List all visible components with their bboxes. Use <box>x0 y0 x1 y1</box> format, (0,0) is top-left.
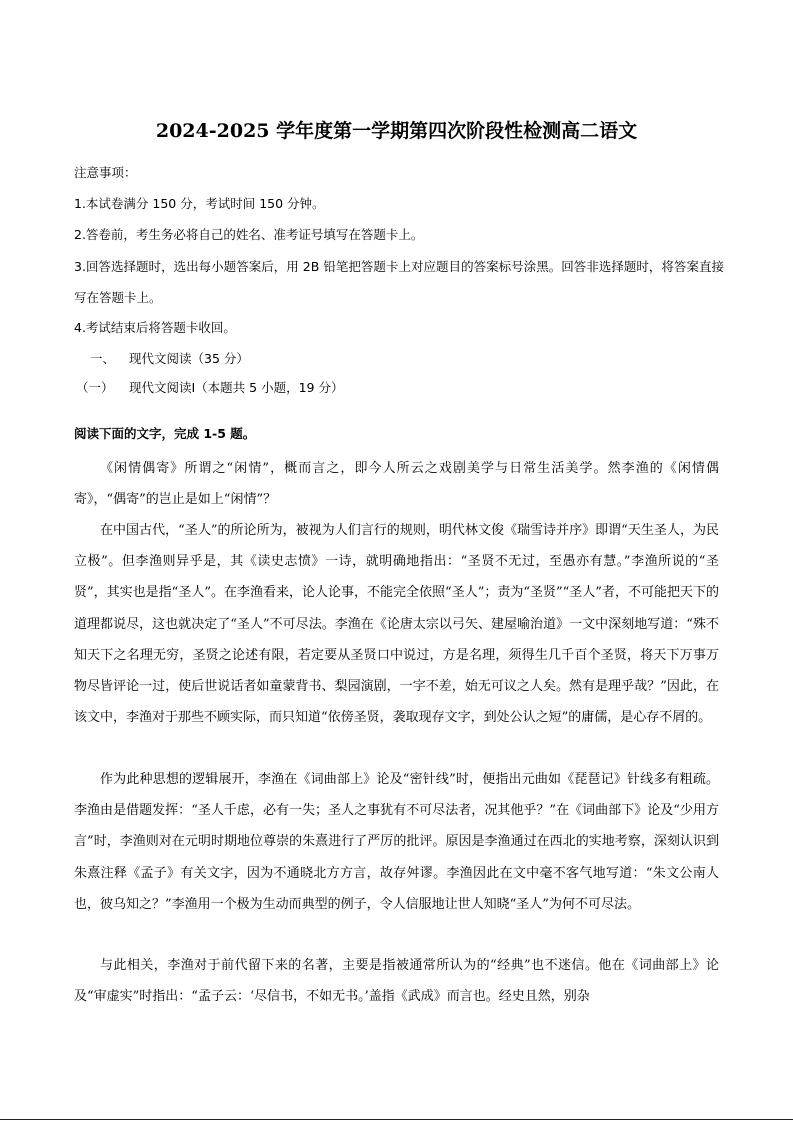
page-title: 2024-2025 学年度第一学期第四次阶段性检测高二语文 <box>155 120 638 142</box>
page-bottom-divider <box>0 1119 793 1120</box>
notice-heading: 注意事项： <box>74 165 137 180</box>
passage-paragraph-3: 作为此种思想的逻辑展开，李渔在《词曲部上》论及“密针线”时，便指出元曲如《琵琶记》针线多有粗疏。李渔由是借题发挥：“圣人千虑，必有一失；圣人之事犹有不可尽法者，况其他乎？”在《词曲部下》论及“少用方言”时，李渔则对在元明时期地位尊崇的朱熹进行了严厉的批评。原因是李渔通过在西北的实地考察，深刻认识到朱熹注释《孟子》有关文字，因为不通晓北方方言，故存舛谬。李渔因此在文中毫不客气地写道：“朱文公南人也，彼乌知之？”李渔用一个极为生动而典型的例子，令人信服地让世人知晓“圣人”为何不可尽法。 <box>74 772 719 912</box>
passage-paragraph-4: 与此相关，李渔对于前代留下来的名著，主要是指被通常所认为的“经典”也不迷信。他在《词曲部上》论及“审虚实”时指出：“孟子云：‘尽信书，不如无书。’盖指《武成》而言也。经史且然，别杂 <box>74 958 719 1005</box>
passage-paragraph-1: 《闲情偶寄》所谓之“闲情”，概而言之，即今人所云之戏剧美学与日常生活美学。然李渔的《闲情偶寄》，“偶寄”的岂止是如上“闲情”？ <box>74 461 719 508</box>
reading-instruction: 阅读下面的文字，完成 1-5 题。 <box>74 426 256 441</box>
subsection-number: （一） <box>76 380 114 395</box>
notice-item-4: 4.考试结束后将答题卡收回。 <box>74 320 236 335</box>
notice-item-1: 1.本试卷满分 150 分，考试时间 150 分钟。 <box>74 196 325 211</box>
section-number: 一、 <box>90 351 116 366</box>
section-title: 现代文阅读（35 分） <box>129 351 249 366</box>
notice-item-2: 2.答卷前，考生务必将自己的姓名、准考证号填写在答题卡上。 <box>74 227 424 242</box>
passage-paragraph-2: 在中国古代，“圣人”的所论所为，被视为人们言行的规则，明代林文俊《瑞雪诗并序》即谓“天生圣人，为民立极”。但李渔则异乎是，其《读史志愤》一诗，就明确地指出：“圣贤不无过，至愚亦有慧。”李渔所说的“圣贤”，其实也是指“圣人”。在李渔看来，论人论事，不能完全依照“圣人”；责为“圣贤”“圣人”者，不可能把天下的道理都说尽，这也就决定了“圣人”不可尽法。李渔在《论唐太宗以弓矢、建屋喻治道》一文中深刻地写道：“殊不知天下之名理无穷，圣贤之论述有限，若定要从圣贤口中说过，方是名理，须得生几千百个圣贤，将天下万事万物尽皆评论一过，使后世说话者如童蒙背书、梨园演剧，一字不差，始无可议之人矣。然有是理乎哉？”因此，在该文中，李渔对于那些不顾实际，而只知道“依傍圣贤，袭取现存文字，到处公认之短”的庸儒，是心存不屑的。 <box>74 523 719 726</box>
subsection-title: 现代文阅读Ⅰ（本题共 5 小题，19 分） <box>129 380 344 395</box>
notice-item-3: 3.回答选择题时，选出每小题答案后，用 2B 铅笔把答题卡上对应题目的答案标号涂黑。回答非选择题时，将答案直接写在答题卡上。 <box>74 259 724 305</box>
